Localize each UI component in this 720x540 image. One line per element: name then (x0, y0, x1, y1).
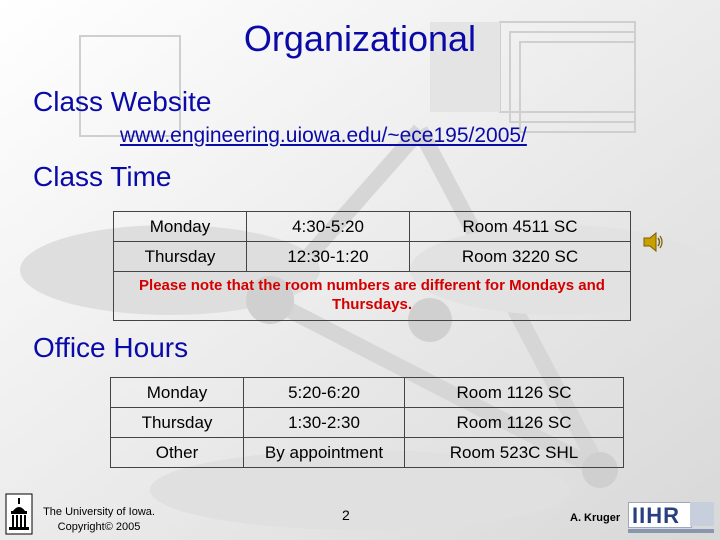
table-cell: Room 3220 SC (410, 242, 631, 272)
table-row (114, 212, 631, 242)
table-cell: 1:30-2:30 (244, 408, 405, 438)
page-number: 2 (342, 507, 350, 523)
table-cell: Monday (111, 378, 244, 408)
table-cell: 5:20-6:20 (244, 378, 405, 408)
old-capitol-logo (5, 493, 33, 535)
speaker-icon[interactable] (642, 230, 664, 254)
university-credit (34, 505, 164, 535)
table-row (111, 438, 624, 468)
table-cell: By appointment (244, 438, 405, 468)
class-time-table (113, 211, 631, 272)
table-cell: Monday (114, 212, 247, 242)
office-hours-heading: Office Hours (33, 332, 189, 363)
table-cell: Other (111, 438, 244, 468)
slide-title: Organizational (243, 18, 477, 59)
room-note: Please note that the room numbers are different for Mondays and Thursdays. (113, 271, 631, 321)
table-cell: Room 1126 SC (405, 408, 624, 438)
table-cell: Thursday (114, 242, 247, 272)
table-cell: 4:30-5:20 (247, 212, 410, 242)
author: A. Kruger (570, 512, 621, 524)
website-link[interactable]: www.engineering.uiowa.edu/~ece195/2005/ (120, 124, 527, 147)
table-cell: Room 523C SHL (405, 438, 624, 468)
table-cell: Thursday (111, 408, 244, 438)
table-cell: Room 4511 SC (410, 212, 631, 242)
table-row (111, 378, 624, 408)
copyright: Copyright© 2005 (57, 521, 141, 533)
class-time-heading: Class Time (33, 161, 172, 192)
iihr-logo (628, 502, 716, 536)
table-row (111, 408, 624, 438)
iihr-logo-text: IIHR (632, 503, 680, 528)
table-cell: 12:30-1:20 (247, 242, 410, 272)
website-heading: Class Website (33, 86, 212, 117)
table-row (114, 242, 631, 272)
table-cell: Room 1126 SC (405, 378, 624, 408)
office-hours-table (110, 377, 624, 468)
university-name: The University of Iowa. (43, 506, 155, 518)
